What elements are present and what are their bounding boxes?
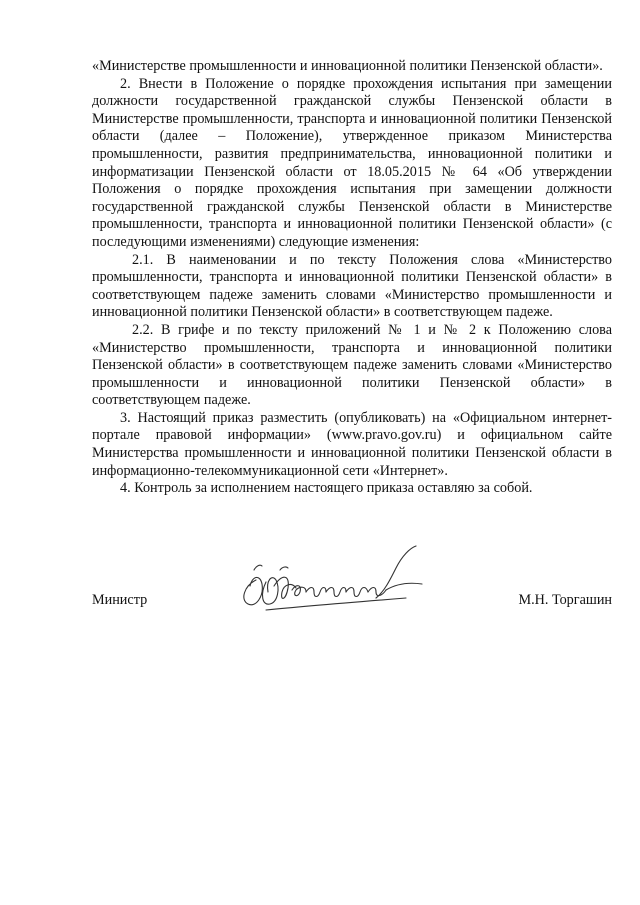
paragraph-item-4: 4. Контроль за исполнением настоящего приказа оставляю за собой.: [120, 480, 533, 497]
signer-name: М.Н. Торгашин: [518, 592, 612, 608]
paragraph-item-3: 3. Настоящий приказ разместить (опубликовать) на «Официальном интернет-портале правовой информации» (www.pravo.gov.ru) и официальном сайте Министерства промышленности и инновационной политики Пензенской области в информационно-телекоммуникационной сети «Интернет».: [92, 409, 612, 479]
paragraph-item-2-2: 2.2. В грифе и по тексту приложений № 1 и № 2 к Положению слова «Министерство промышленности, транспорта и инновационной политики Пензенской области» в соответствующем падеже заменить словами «Министерство промышленности и инновационной политики Пензенской области» в соответствующем падеже.: [92, 321, 612, 409]
paragraph-continuation: «Министерстве промышленности и инновационной политики Пензенской области».: [92, 58, 603, 74]
paragraph-item-2: 2. Внести в Положение о порядке прохождения испытания при замещении должности государственной гражданской службы Пензенской области в Министерстве промышленности, транспорта и инновационной политики Пензенской области (далее – Положение), утвержденное приказом Министерства промышленности, развития предпринимательства, инновационной политики и информатизации Пензенской области от 18.05.2015 № 64 «Об утверждении Положения о порядке прохождения испытания при замещении должности государственной гражданской службы Пензенской области в Министерстве промышленности, транспорта и инновационной политики Пензенской области» (с последующими изменениями) следующие изменения:: [92, 75, 612, 250]
signature-block: [92, 540, 612, 620]
signer-position: Министр: [92, 592, 148, 608]
handwritten-signature: [226, 540, 436, 622]
paragraph-item-2-1: 2.1. В наименовании и по тексту Положения слова «Министерство промышленности, транспорта и инновационной политики Пензенской области» в соответствующем падеже заменить словами «Министерство промышленности и инновационной политики Пензенской области» в соответствующем падеже.: [92, 251, 612, 321]
document-body: [92, 58, 612, 498]
